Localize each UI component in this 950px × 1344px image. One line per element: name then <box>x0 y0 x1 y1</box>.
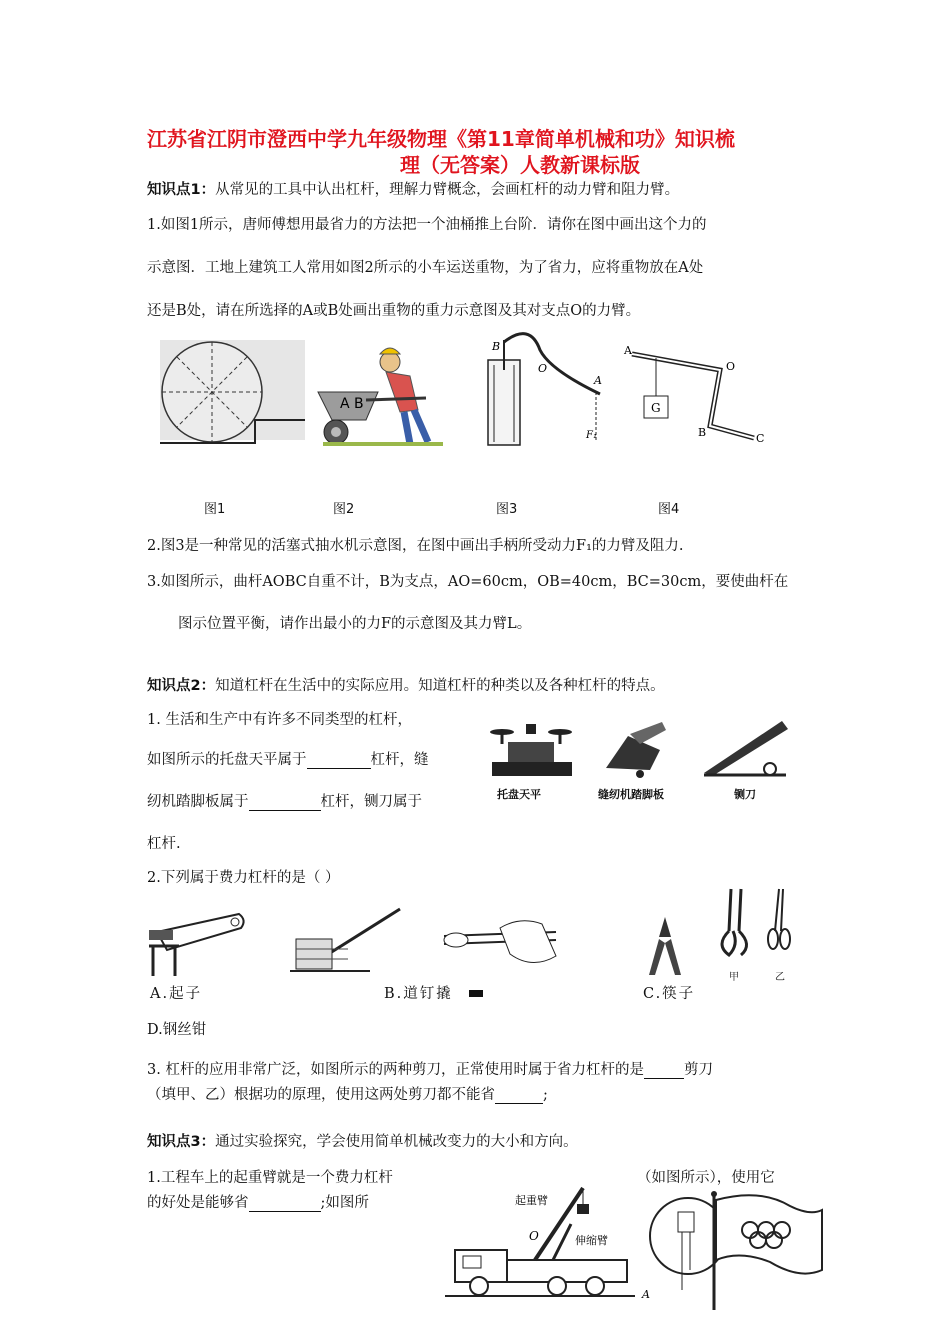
flag-label-a: A <box>642 1288 650 1301</box>
kp1-q1-line2: 示意图．工地上建筑工人常用如图2所示的小车运送重物，为了省力，应将重物放在A处 <box>147 260 704 276</box>
kp3-q1-line1: 1.工程车上的起重臂就是一个费力杠杆 <box>147 1170 393 1186</box>
kp3-label: 知识点3： <box>147 1134 216 1150</box>
fig4-label-a: A <box>624 344 632 357</box>
label-scissors-jia: 甲 <box>729 972 739 983</box>
option-a[interactable]: A.起子 <box>150 986 203 1002</box>
kp1-text: 从常见的工具中认出杠杆，理解力臂概念，会画杠杆的动力臂和阻力臂。 <box>215 182 680 198</box>
kp2-q1-text-c: 纫机踏脚板属于 <box>147 794 249 810</box>
image-two-scissors <box>713 885 803 960</box>
option-c[interactable]: C.筷子 <box>643 986 696 1002</box>
fig3-label-f1: F₁ <box>586 430 597 441</box>
figure-2-wheelbarrow <box>318 340 448 452</box>
kp1-q1-line3: 还是B处，请在所选择的A或B处画出重物的重力示意图及其对支点O的力臂。 <box>147 303 641 319</box>
kp2-q2: 2.下列属于费力杠杆的是（ ） <box>147 870 340 886</box>
kp2-q1-text-d: 杠杆，铡刀属于 <box>320 794 422 810</box>
figure-4-bent-lever <box>620 340 770 450</box>
fig4-label-b: B <box>698 426 707 439</box>
image-chopsticks <box>440 910 560 975</box>
caption-fig4: 图4 <box>658 502 680 517</box>
kp1-q1-line1: 1.如图1所示，唐师傅想用最省力的方法把一个油桶推上台阶．请你在图中画出这个力的 <box>147 217 707 233</box>
caption-fig3: 图3 <box>496 502 518 517</box>
kp2-q3-line2 <box>147 1083 548 1104</box>
kp3-q1-line1b: （如图所示），使用它 <box>637 1170 775 1186</box>
kp1-label: 知识点1： <box>147 182 216 198</box>
caption-fig2: 图2 <box>333 502 355 517</box>
kp2-label: 知识点2： <box>147 678 216 694</box>
fig3-label-a: A <box>594 374 602 387</box>
fig3-label-b: B <box>492 340 501 353</box>
fig4-label-c: C <box>756 432 765 445</box>
kp2-heading <box>147 674 665 695</box>
image-pliers <box>643 915 688 980</box>
image-tray-balance <box>488 718 578 780</box>
kp3-q1-line2 <box>147 1191 369 1212</box>
answer-blank[interactable] <box>495 1089 543 1104</box>
kp3-heading <box>147 1130 578 1151</box>
kp2-q1-text-a: 如图所示的托盘天平属于 <box>147 752 307 768</box>
kp1-q2: 2.图3是一种常见的活塞式抽水机示意图，在图中画出手柄所受动力F₁的力臂及阻力. <box>147 538 684 554</box>
image-sewing-pedal <box>600 718 670 780</box>
kp1-q3-line2: 图示位置平衡，请作出最小的力F的示意图及其力臂L。 <box>178 616 532 632</box>
crane-label-arm: 起重臂 <box>515 1194 548 1207</box>
kp2-q3-text-a: 3. 杠杆的应用非常广泛，如图所示的两种剪刀，正常使用时属于省力杠杆的是 <box>147 1062 644 1078</box>
label-scissors-yi: 乙 <box>775 972 785 983</box>
kp2-text: 知道杠杆在生活中的实际应用。知道杠杆的种类以及各种杠杆的特点。 <box>215 678 665 694</box>
image-bottle-opener <box>143 910 248 980</box>
caption-fig1: 图1 <box>204 502 226 517</box>
answer-blank[interactable] <box>307 754 371 769</box>
crane-label-o: O <box>529 1229 539 1243</box>
kp3-q1-text-a: 的好处是能够省 <box>147 1195 249 1211</box>
kp3-text: 通过实验探究，学会使用简单机械改变力的大小和方向。 <box>215 1134 578 1150</box>
page-title-line1: 江苏省江阴市澄西中学九年级物理《第11章简单机械和功》知识梳 <box>147 127 735 151</box>
caption-sewing-pedal: 缝纫机踏脚板 <box>598 788 664 801</box>
image-guillotine-knife <box>700 715 790 780</box>
kp3-q1-text-b: ;如图所 <box>320 1195 369 1211</box>
option-d[interactable]: D.钢丝钳 <box>147 1022 207 1038</box>
kp2-q1-text-b: 杠杆，缝 <box>370 752 429 768</box>
kp2-q3-text-b: 剪刀 <box>683 1062 713 1078</box>
fig4-label-o: O <box>726 360 736 373</box>
fig3-label-o: O <box>538 362 548 375</box>
page-title-line2: 理（无答案）人教新课标版 <box>400 153 640 177</box>
fig2-ab-label: A B <box>340 396 364 412</box>
answer-blank[interactable] <box>644 1064 684 1079</box>
kp1-q3-line1: 3.如图所示，曲杆AOBC自重不计，B为支点，AO=60cm，OB=40cm，BC=30cm，要使曲杆在 <box>147 574 789 590</box>
image-flag-pulley <box>640 1190 830 1310</box>
kp1-heading <box>147 178 679 199</box>
answer-blank[interactable] <box>249 796 321 811</box>
fig4-label-g: G <box>651 401 661 415</box>
kp2-q1-line1: 1. 生活和生产中有许多不同类型的杠杆， <box>147 712 412 728</box>
answer-blank[interactable] <box>249 1197 321 1212</box>
kp2-q1-line3 <box>147 790 422 811</box>
marker-dash <box>469 990 483 997</box>
image-rail-crowbar <box>290 905 405 980</box>
caption-tray-balance: 托盘天平 <box>497 788 541 801</box>
crane-label-tele: 伸缩臂 <box>575 1234 608 1247</box>
option-b[interactable]: B.道钉撬 <box>384 986 453 1002</box>
caption-guillotine: 铡刀 <box>734 788 756 801</box>
kp2-q1-line2 <box>147 748 429 769</box>
kp2-q1-line4: 杠杆. <box>147 836 181 852</box>
kp2-q3-line1 <box>147 1058 713 1079</box>
kp2-q3-text-d: ; <box>543 1087 548 1103</box>
figure-3-water-pump <box>480 330 610 445</box>
figure-1-oil-drum <box>160 340 310 450</box>
image-crane-truck <box>445 1182 635 1302</box>
kp2-q3-text-c: （填甲、乙）根据功的原理，使用这两处剪刀都不能省 <box>147 1087 495 1103</box>
